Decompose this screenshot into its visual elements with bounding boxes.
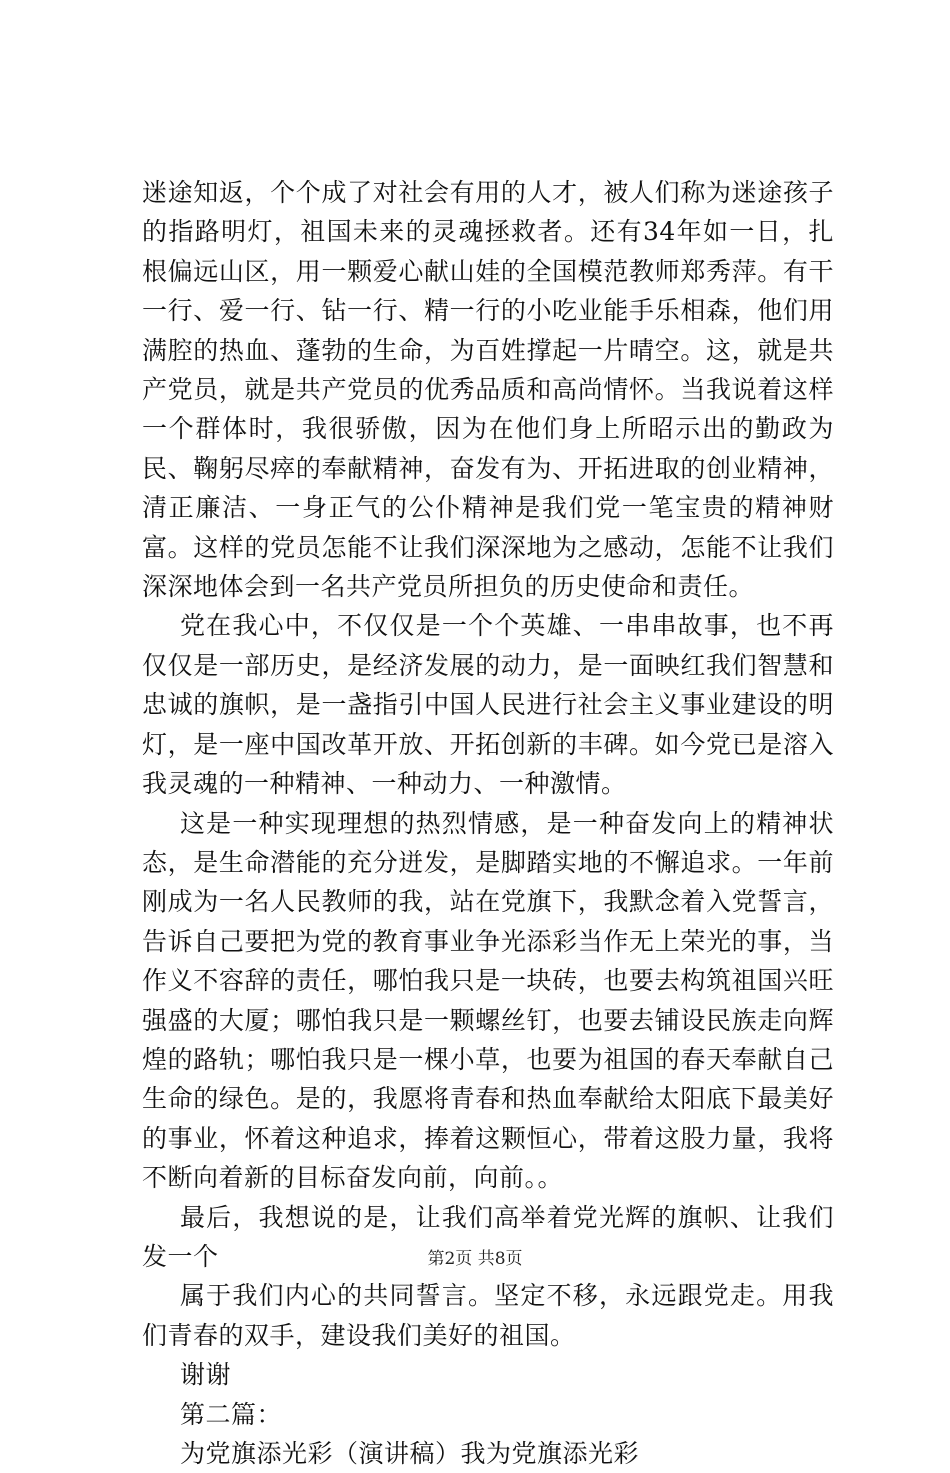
closing-thanks: 谢谢: [180, 1360, 232, 1390]
paragraph: 属于我们内心的共同誓言。坚定不移，永远跟党走。用我们青春的双手，建设我们美好的祖国。: [142, 1281, 834, 1350]
paragraph: 最后，我想说的是，让我们高举着党光辉的旗帜、让我们发一个: [142, 1202, 834, 1271]
document-body: [142, 173, 834, 1473]
section-title: 为党旗添光彩（演讲稿）我为党旗添光彩: [180, 1439, 640, 1468]
paragraph: 这是一种实现理想的热烈情感，是一种奋发向上的精神状态，是生命潜能的充分迸发，是脚踏实地的不懈追求。一年前刚成为一名人民教师的我，站在党旗下，我默念着入党誓言，告诉自己要把为党的教育事业争光添彩当作无上荣光的事，当作义不容辞的责任，哪怕我只是一块砖，也要去构筑祖国兴旺强盛的大厦；哪怕我只是一颗螺丝钉，也要去铺设民族走向辉煌的路轨；哪怕我只是一棵小草，也要为祖国的春天奉献自己生命的绿色。是的，我愿将青春和热血奉献给太阳底下最美好的事业，怀着这种追求，捧着这颗恒心，带着这股力量，我将不断向着新的目标奋发向前，向前。。: [142, 808, 834, 1193]
section-heading: 第二篇：: [180, 1399, 283, 1429]
paragraph-continuation: 迷途知返，个个成了对社会有用的人才，被人们称为迷途孩子的指路明灯，祖国未来的灵魂拯救者。还有34年如一日，扎根偏远山区，用一颗爱心献山娃的全国模范教师郑秀萍。有干一行、爱一行、钻一行、精一行的小吃业能手乐相森，他们用满腔的热血、蓬勃的生命，为百姓撑起一片晴空。这，就是共产党员，就是共产党员的优秀品质和高尚情怀。当我说着这样一个群体时，我很骄傲，因为在他们身上所昭示出的勤政为民、鞠躬尽瘁的奉献精神，奋发有为、开拓进取的创业精神，清正廉洁、一身正气的公仆精神是我们党一笔宝贵的精神财富。这样的党员怎能不让我们深深地为之感动，怎能不让我们深深地体会到一名共产党员所担负的历史使命和责任。: [142, 178, 834, 602]
paragraph: 党在我心中，不仅仅是一个个英雄、一串串故事，也不再仅仅是一部历史，是经济发展的动力，是一面映红我们智慧和忠诚的旗帜，是一盏指引中国人民进行社会主义事业建设的明灯，是一座中国改革开放、开拓创新的丰碑。如今党已是溶入我灵魂的一种精神、一种动力、一种激情。: [142, 611, 834, 799]
page-number-footer: 第2页 共8页: [427, 1249, 523, 1269]
